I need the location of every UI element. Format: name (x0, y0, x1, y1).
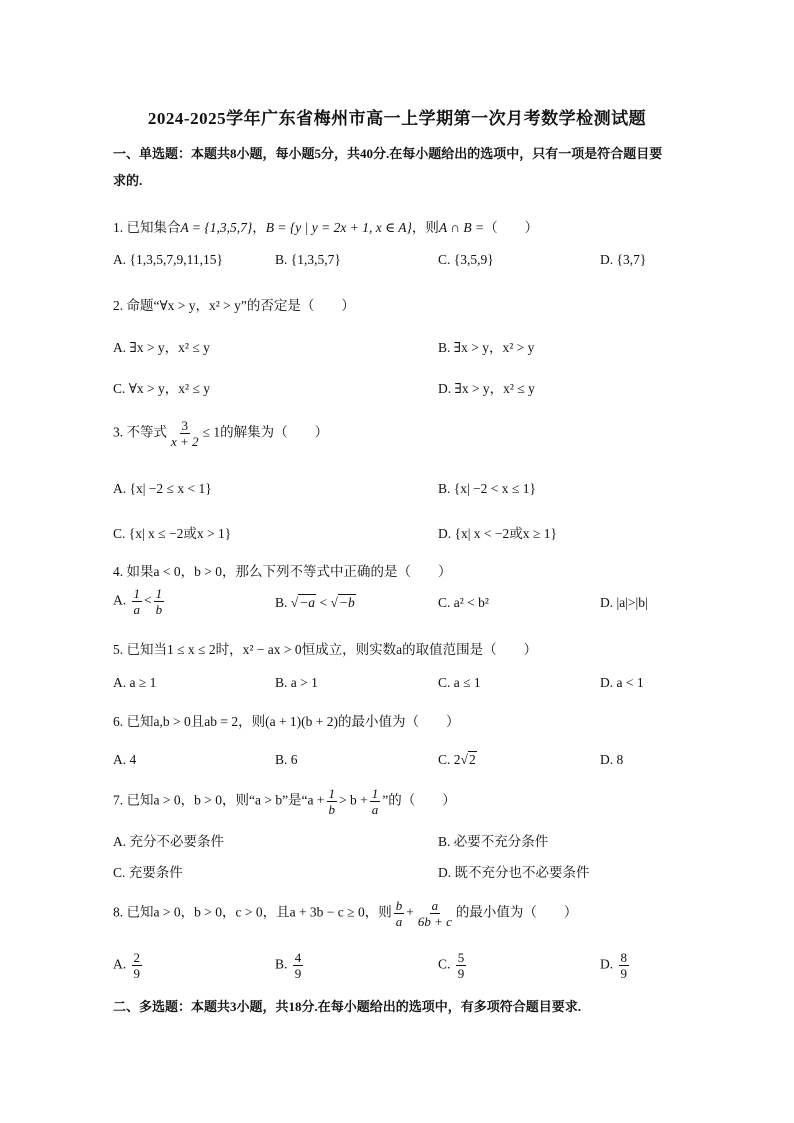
question-2: 2. 命题“∀x > y，x² > y”的否定是（ ） (113, 298, 355, 313)
q7-f1-num: 1 (328, 786, 336, 801)
q2-option-c: C. ∀x > y，x² ≤ y (113, 381, 210, 396)
q8-text-a: 8. 已知a > 0，b > 0，c > 0，且a + 3b − c ≥ 0，则 (113, 904, 392, 920)
sqrt-icon: √ (290, 595, 299, 610)
q8-b-den: 9 (294, 966, 302, 981)
q1-option-c: C. {3,5,9} (438, 252, 494, 267)
sqrt-icon: √ (330, 595, 338, 610)
q8-c-num: 5 (457, 950, 465, 965)
q3-option-b: B. {x| −2 < x ≤ 1} (438, 481, 536, 496)
question-5: 5. 已知当1 ≤ x ≤ 2时，x² − ax > 0恒成立，则实数a的取值范围是（ ） (113, 642, 538, 657)
q5-option-d: D. a < 1 (600, 675, 644, 690)
q4-option-a-frac-2 (154, 586, 165, 617)
q8-option-c (438, 950, 468, 981)
q3-fraction-denominator: x + 2 (171, 434, 199, 449)
q8-option-d (600, 950, 631, 981)
q7-f2-num: 1 (371, 786, 379, 801)
q4-option-b-label: B. (275, 595, 288, 610)
q5-option-b: B. a > 1 (275, 675, 318, 690)
q8-d-num: 8 (620, 950, 627, 965)
q8-option-c-frac (456, 950, 467, 981)
question-7 (113, 786, 456, 817)
q7-text-a: 7. 已知a > 0，b > 0，则“a > b”是“a + (113, 792, 325, 808)
q4-a-num-2: 1 (155, 586, 163, 601)
q4-b-radicand-1: −a (299, 595, 316, 610)
q7-text-b: > b + (339, 792, 368, 808)
q3-fraction-numerator: 3 (181, 418, 189, 433)
q8-d-den: 9 (620, 966, 627, 981)
q1-option-a: A. {1,3,5,7,9,11,15} (113, 252, 223, 267)
q4-a-den-2: b (155, 602, 163, 617)
q1-text-a: 1. 已知集合 (113, 220, 181, 235)
q4-option-a-label: A. (113, 592, 127, 608)
question-3 (113, 418, 328, 449)
question-4: 4. 如果a < 0，b > 0，那么下列不等式中正确的是（ ） (113, 564, 452, 579)
q8-option-a-label: A. (113, 956, 127, 972)
q1-intersection: A ∩ B = (438, 220, 485, 235)
q4-option-a-frac-1 (132, 586, 143, 617)
q3-option-d: D. {x| x < −2或x ≥ 1} (438, 526, 557, 541)
q8-option-d-label: D. (600, 956, 614, 972)
q4-a-less-than: < (144, 592, 152, 608)
q7-fraction-1 (327, 786, 338, 817)
page-title: 2024-2025学年广东省梅州市高一上学期第一次月考数学检测试题 (147, 109, 647, 128)
q8-fraction-1 (394, 898, 405, 929)
q8-option-b-label: B. (275, 956, 288, 972)
q7-option-d: D. 既不充分也不必要条件 (438, 865, 590, 880)
q4-b-radicand-2: −b (338, 595, 355, 610)
q8-option-a-frac (132, 950, 143, 981)
q8-c-den: 9 (457, 966, 465, 981)
question-8 (113, 898, 577, 929)
q4-option-b (275, 595, 356, 611)
q8-f1-num: b (395, 898, 403, 913)
q8-fraction-2 (416, 898, 454, 929)
q8-f2-num: a (431, 898, 439, 913)
q8-option-b-frac (293, 950, 304, 981)
q2-option-d: D. ∃x > y，x² ≤ y (438, 381, 535, 396)
q1-option-d: D. {3,7} (600, 252, 647, 267)
q6-option-d: D. 8 (600, 752, 624, 767)
q8-text-b: 的最小值为（ ） (455, 904, 578, 920)
q6-c-coefficient: 2 (453, 752, 461, 767)
q7-f1-den: b (328, 802, 336, 817)
section-heading-multiple-choice: 二、多选题：本题共3小题，共18分.在每小题给出的选项中，有多项符合题目要求. (113, 999, 582, 1014)
q8-f1-den: a (395, 914, 403, 929)
q6-c-radicand: 2 (468, 752, 476, 767)
q8-option-b (275, 950, 305, 981)
q1-set-b: B = {y | y = 2x + 1, x ∈ A} (265, 220, 412, 235)
q4-option-c: C. a² < b² (438, 595, 489, 610)
q2-option-b: B. ∃x > y，x² > y (438, 340, 535, 355)
q8-option-c-label: C. (438, 956, 451, 972)
q1-option-b: B. {1,3,5,7} (275, 252, 341, 267)
q3-fraction (169, 418, 201, 449)
q6-option-a: A. 4 (113, 752, 137, 767)
q2-option-a: A. ∃x > y，x² ≤ y (113, 340, 210, 355)
question-6: 6. 已知a,b > 0且ab = 2，则(a + 1)(b + 2)的最小值为（ ） (113, 714, 460, 729)
q3-text-a: 3. 不等式 (113, 424, 167, 440)
q4-option-a (113, 586, 166, 617)
q7-option-a: A. 充分不必要条件 (113, 834, 224, 849)
q1-set-a: A = {1,3,5,7} (180, 220, 253, 235)
q8-option-a (113, 950, 144, 981)
q4-a-num-1: 1 (133, 586, 140, 601)
q6-option-c-label: C. (438, 752, 451, 767)
sqrt-icon: √ (460, 752, 468, 767)
q3-option-a: A. {x| −2 ≤ x < 1} (113, 481, 212, 496)
question-1 (113, 216, 538, 236)
q6-option-b: B. 6 (275, 752, 298, 767)
q6-option-c (438, 752, 477, 768)
q7-text-c: ”的（ ） (382, 792, 456, 808)
q8-plus: + (406, 904, 414, 920)
q8-option-d-frac (619, 950, 630, 981)
q1-text-d: （ ） (484, 220, 539, 235)
q4-b-less-than: < (319, 595, 328, 610)
q3-text-b: ≤ 1的解集为（ ） (202, 424, 329, 440)
q7-f2-den: a (371, 802, 379, 817)
q8-f2-den: 6b + c (417, 914, 452, 929)
section-heading-single-choice: 一、单选题：本题共8小题，每小题5分，共40分.在每小题给出的选项中，只有一项是符合题目要求的. (113, 146, 663, 188)
q3-option-c: C. {x| x ≤ −2或x > 1} (113, 526, 232, 541)
q1-text-b: ， (252, 220, 266, 235)
q5-option-c: C. a ≤ 1 (438, 675, 481, 690)
q7-fraction-2 (370, 786, 381, 817)
q4-a-den-1: a (133, 602, 140, 617)
q8-a-den: 9 (133, 966, 140, 981)
q7-option-c: C. 充要条件 (113, 865, 183, 880)
q4-option-d: D. |a|>|b| (600, 595, 648, 610)
q8-b-num: 4 (294, 950, 302, 965)
q8-a-num: 2 (133, 950, 140, 965)
q5-option-a: A. a ≥ 1 (113, 675, 157, 690)
q1-text-c: ，则 (411, 220, 439, 235)
q7-option-b: B. 必要不充分条件 (438, 834, 549, 849)
